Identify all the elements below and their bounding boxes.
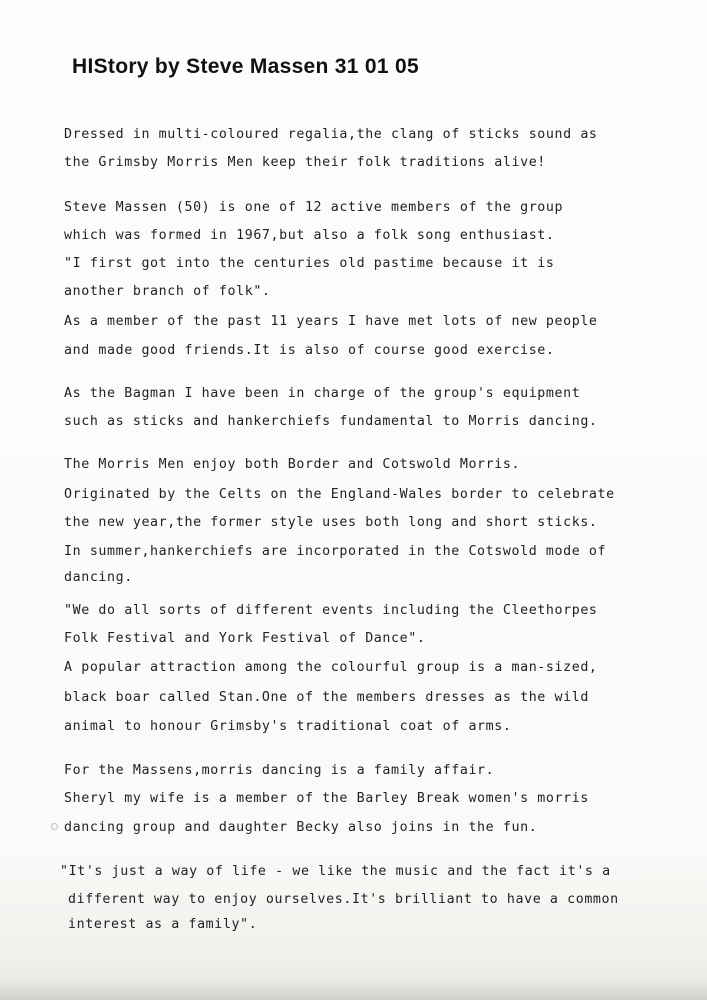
body-line: interest as a family". [68, 917, 258, 932]
body-line: black boar called Stan.One of the members dresses as the wild [64, 690, 589, 705]
body-line: The Morris Men enjoy both Border and Cotswold Morris. [64, 457, 521, 472]
body-line: Originated by the Celts on the England-Wales border to celebrate [64, 487, 615, 502]
body-line: different way to enjoy ourselves.It's brilliant to have a common [68, 892, 619, 907]
body-line: Steve Massen (50) is one of 12 active members of the group [64, 200, 564, 215]
body-line: such as sticks and hankerchiefs fundamental to Morris dancing. [64, 414, 598, 429]
body-line: For the Massens,morris dancing is a family affair. [64, 763, 495, 778]
body-line: and made good friends.It is also of course good exercise. [64, 343, 555, 358]
body-line: dancing group and daughter Becky also joins in the fun. [64, 820, 538, 835]
body-line: "I first got into the centuries old pastime because it is [64, 256, 555, 271]
body-line: dancing. [64, 570, 133, 585]
body-line: Folk Festival and York Festival of Dance". [64, 631, 426, 646]
body-line: As the Bagman I have been in charge of the group's equipment [64, 386, 581, 401]
body-line: A popular attraction among the colourful group is a man-sized, [64, 660, 598, 675]
body-line: Sheryl my wife is a member of the Barley Break women's morris [64, 791, 589, 806]
body-line: animal to honour Grimsby's traditional coat of arms. [64, 719, 512, 734]
body-line: "We do all sorts of different events including the Cleethorpes [64, 603, 598, 618]
body-line: the new year,the former style uses both long and short sticks. [64, 515, 598, 530]
body-line: another branch of folk". [64, 284, 271, 299]
body-line: which was formed in 1967,but also a folk song enthusiast. [64, 228, 555, 243]
body-line: the Grimsby Morris Men keep their folk traditions alive! [64, 155, 546, 170]
body-line: Dressed in multi-coloured regalia,the clang of sticks sound as [64, 127, 598, 142]
body-line: In summer,hankerchiefs are incorporated in the Cotswold mode of [64, 544, 607, 559]
body-line: "It's just a way of life - we like the music and the fact it's a [60, 864, 611, 879]
scan-speck [51, 823, 58, 830]
scan-edge-shadow [0, 982, 707, 1000]
body-line: As a member of the past 11 years I have met lots of new people [64, 314, 598, 329]
document-title: HIStory by Steve Massen 31 01 05 [72, 55, 419, 78]
